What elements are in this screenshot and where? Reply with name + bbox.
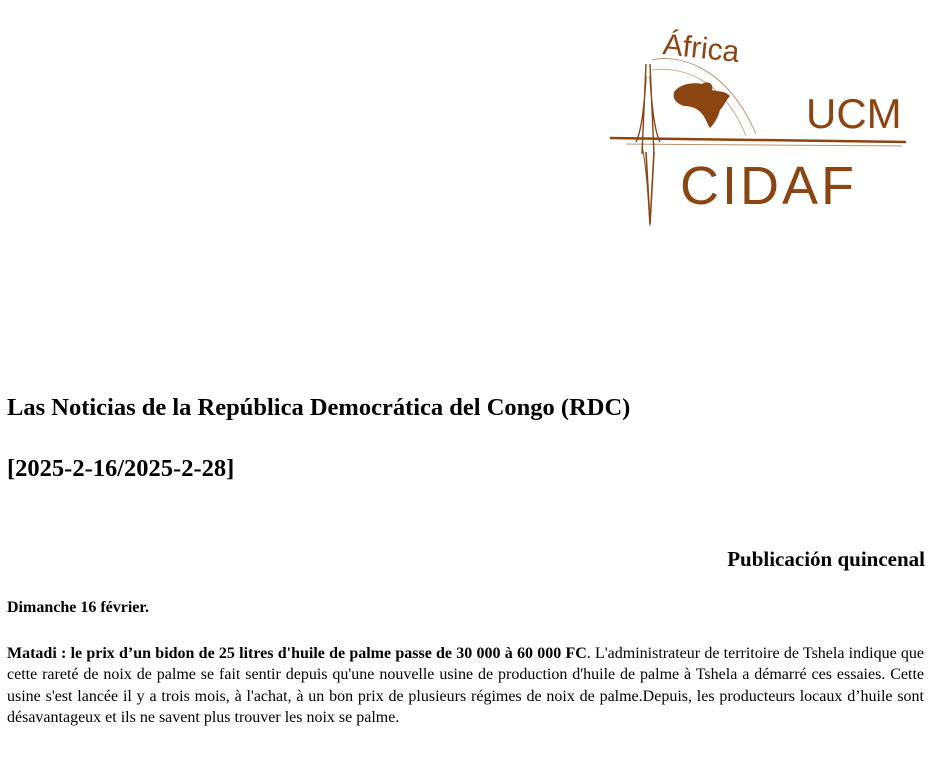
africa-map-logo-graphic [606,14,916,232]
day-heading: Dimanche 16 février. [7,599,150,616]
africa-arc-text: África [661,28,741,69]
ucm-text: UCM [806,90,902,137]
article-body: . L'administrateur de territoire de Tshela indique que cette rareté de noix de palme se fait sentir depuis qu'une nouvelle usine de production d'huile de palme à Tshela a démarré ces essaies. Cette usine s'est lancée il y a trois mois, à l'achat, à un bon prix de plusieurs régimes de noix de palme.Depuis, les producteurs locaux d’huile sont désavantageux et ils ne savent plus trouver les noix se palme. [7,645,925,726]
publication-frequency: Publicación quincenal [727,547,925,571]
document-title: Las Noticias de la República Democrática del Congo (RDC) [7,394,631,421]
cidaf-text: CIDAF [680,156,857,216]
africa-map-icon [674,82,730,128]
cidaf-ucm-logo [606,14,916,232]
date-range: [2025-2-16/2025-2-28] [7,455,235,482]
article-headline: Matadi : le prix d’un bidon de 25 litres d'huile de palme passe de 30 000 à 60 000 FC [7,645,587,662]
news-article [7,643,924,728]
